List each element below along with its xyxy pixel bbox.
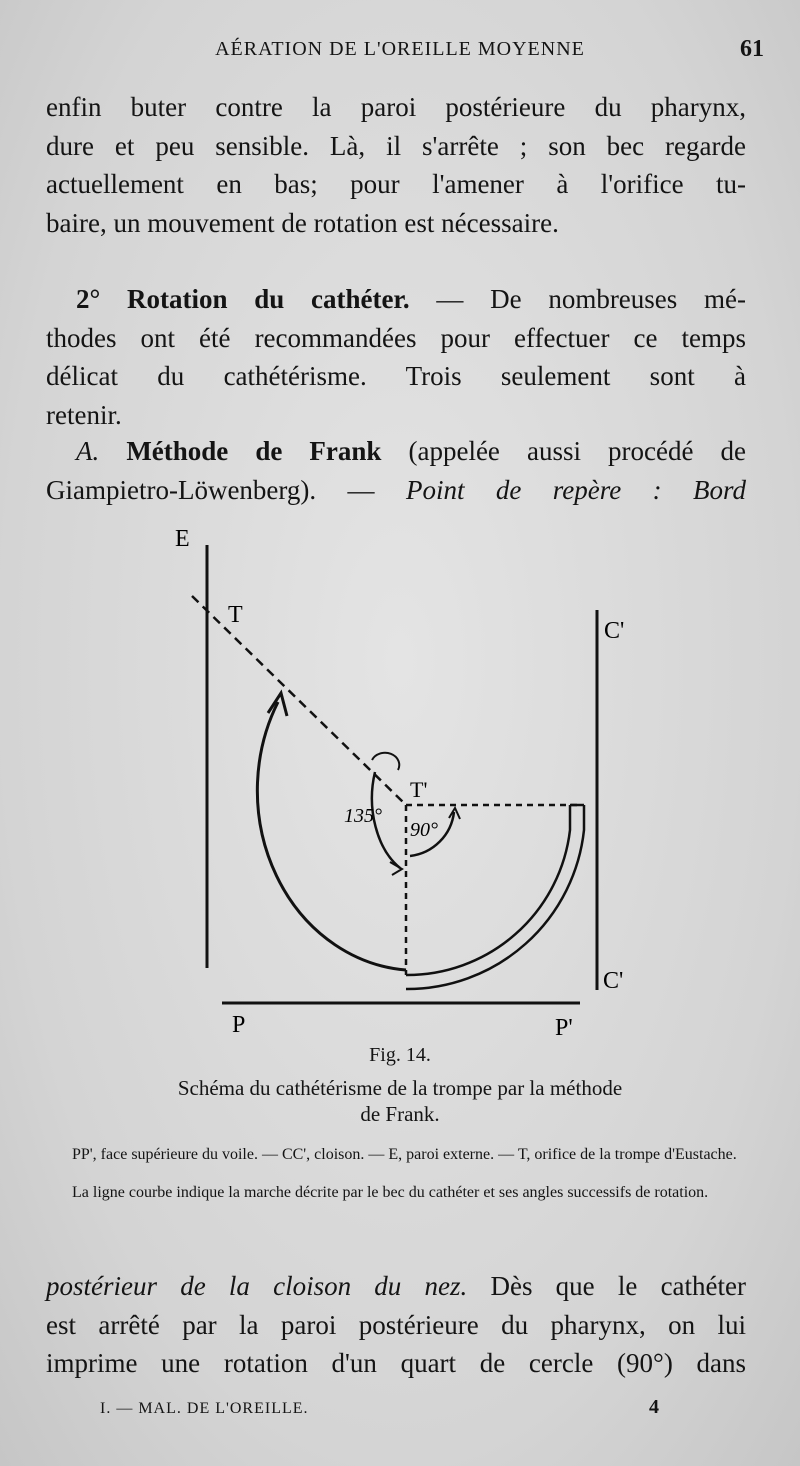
angle-135-label: 135° xyxy=(344,805,382,827)
figure-legend-1: PP', face supérieure du voile. — CC', cloison. — E, paroi externe. — T, orifice de la trompe d'Eustache. xyxy=(72,1146,737,1163)
figure-legend-2: La ligne courbe indique la marche décrite par le bec du cathéter et ses angles successifs de rotation. xyxy=(72,1184,709,1201)
paragraph-4 xyxy=(46,1267,746,1383)
text-line: dure et peu sensible. Là, il s'arrête ; son bec regarde xyxy=(46,130,746,161)
text-run: Giampietro-Löwenberg). — xyxy=(46,474,406,505)
running-title: AÉRATION DE L'OREILLE MOYENNE xyxy=(215,38,585,60)
text-line: actuellement en bas; pour l'amener à l'orifice tu- xyxy=(46,169,746,199)
figure-title xyxy=(60,1075,740,1127)
label-T-prime: T' xyxy=(410,777,428,802)
label-T: T xyxy=(228,602,243,628)
text-run: (appelée aussi procédé de xyxy=(381,436,747,466)
text-line: délicat du cathétérisme. Trois seulement sont à xyxy=(46,361,746,391)
page-header xyxy=(0,38,800,74)
text-run: Dès que le cathéter xyxy=(467,1271,746,1301)
text-line xyxy=(46,432,746,471)
figure-title-line: Schéma du cathétérisme de la trompe par la méthode xyxy=(177,1076,623,1100)
text-line: est arrêté par la paroi postérieure du pharynx, on lui xyxy=(46,1309,746,1340)
text-run: — De nombreuses mé- xyxy=(409,284,746,314)
angle-90-label: 90° xyxy=(410,819,438,841)
label-P-prime: P' xyxy=(555,1015,573,1040)
label-E: E xyxy=(175,526,190,552)
paragraph-2 xyxy=(46,280,746,434)
label-C-prime-top: C' xyxy=(604,618,625,644)
figure-14-diagram xyxy=(160,520,640,1040)
text-line xyxy=(46,1267,746,1306)
figure-number: Fig. 14. xyxy=(369,1044,431,1066)
item-label: A. xyxy=(76,436,100,466)
rotation-path-arc xyxy=(257,702,406,970)
label-C-prime-bottom: C' xyxy=(603,968,624,994)
text-line xyxy=(46,280,746,319)
text-line: baire, un mouvement de rotation est nécessaire. xyxy=(46,207,559,238)
signature-number: 4 xyxy=(649,1396,660,1418)
figure-title-line: de Frank. xyxy=(360,1102,440,1126)
curl-mark xyxy=(372,753,399,770)
page-number: 61 xyxy=(740,36,764,62)
paragraph-3 xyxy=(46,432,746,509)
italic-run: postérieur de la cloison du nez. xyxy=(46,1271,468,1301)
page-footer xyxy=(100,1396,660,1418)
text-line: retenir. xyxy=(46,399,122,430)
label-P: P xyxy=(232,1012,246,1038)
text-line: enfin buter contre la paroi postérieure du pharynx, xyxy=(46,92,746,122)
italic-run: Point de repère : Bord xyxy=(405,474,746,505)
text-line: imprime une rotation d'un quart de cercle (90°) dans xyxy=(46,1348,746,1378)
paragraph-1 xyxy=(46,88,746,242)
section-heading: 2° Rotation du cathéter. xyxy=(76,284,410,314)
text-line xyxy=(46,471,746,510)
signature-mark: I. — MAL. DE L'OREILLE. xyxy=(100,1400,309,1417)
text-line: thodes ont été recommandées pour effectuer ce temps xyxy=(46,322,746,353)
method-heading: Méthode de Frank xyxy=(126,436,382,466)
